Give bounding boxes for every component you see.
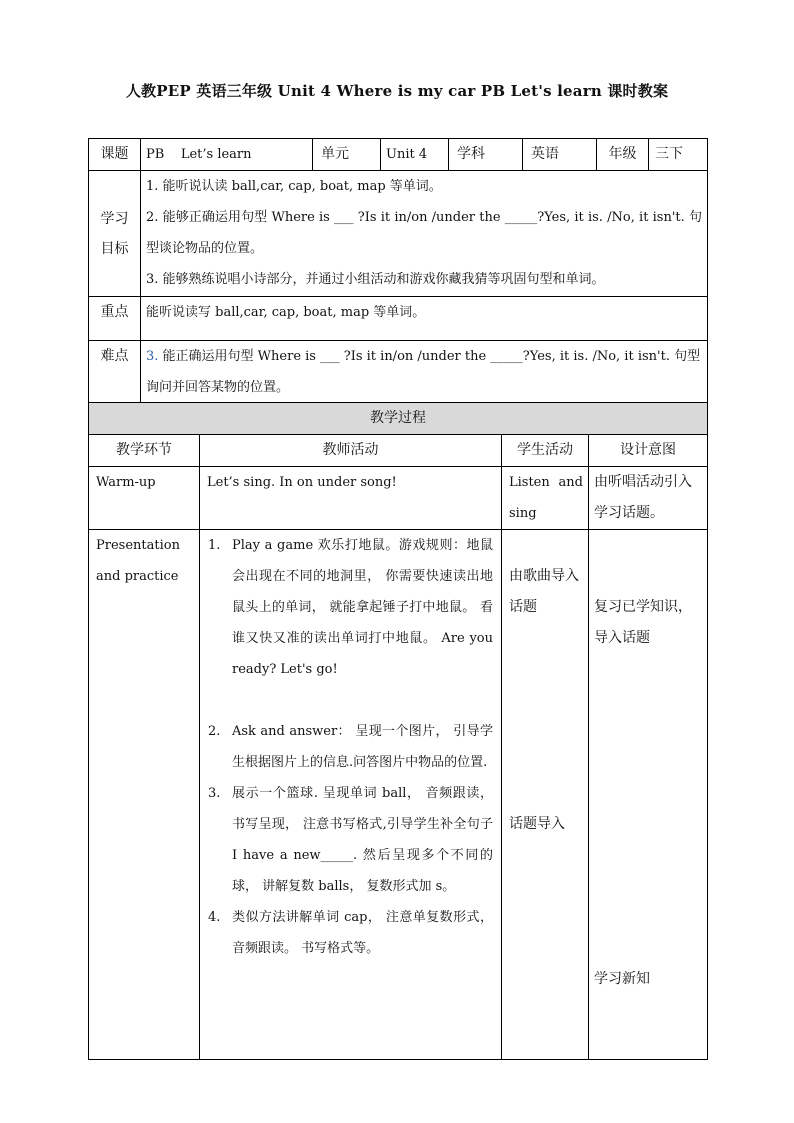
- key-points-text: 能听说读写 ball,car, cap, boat, map 等单词。: [141, 297, 708, 341]
- page-title: 人教PEP 英语三年级 Unit 4 Where is my car PB Let's learn 课时教案: [125, 82, 669, 100]
- objective-item: 1. 能听说认读 ball,car, cap, boat, map 等单词。: [146, 179, 442, 194]
- warmup-stage: Warm-up: [89, 467, 200, 530]
- presentation-student: [502, 530, 589, 1060]
- step-number: 2.: [208, 724, 221, 739]
- unit-value: Unit 4: [381, 139, 449, 171]
- intent-2: 学习新知: [594, 971, 650, 987]
- column-header-intent: 设计意图: [589, 435, 708, 467]
- column-header-teacher: 教师活动: [200, 435, 502, 467]
- presentation-intent: [589, 530, 708, 1060]
- intent-1: 复习已学知识，导入话题: [594, 599, 692, 646]
- difficulties-number: 3.: [146, 349, 159, 364]
- warmup-intent: 由听唱活动引入学习话题。: [589, 467, 708, 530]
- step-number: 4.: [208, 910, 221, 925]
- step-text: Ask and answer： 呈现一个图片， 引导学生根据图片上的信息.问答图片中物品的位置.: [232, 724, 493, 770]
- objectives-label: [89, 171, 141, 297]
- list-item: [206, 530, 493, 685]
- table-row: [89, 530, 708, 1060]
- objectives-cell: [141, 171, 708, 297]
- unit-label: 单元: [313, 139, 381, 171]
- list-item: [206, 902, 493, 964]
- topic-label: 课题: [89, 139, 141, 171]
- difficulties-cell: [141, 341, 708, 404]
- warmup-teacher: Let’s sing. In on under song!: [200, 467, 502, 530]
- grade-value: 三下: [649, 139, 708, 171]
- step-number: 1.: [208, 538, 221, 553]
- process-heading: 教学过程: [89, 403, 708, 435]
- grade-label: 年级: [597, 139, 649, 171]
- lesson-info-table: [88, 138, 708, 404]
- warmup-student: Listen and sing: [502, 467, 589, 530]
- table-row: [89, 467, 708, 530]
- student-activity-2: 话题导入: [509, 816, 565, 832]
- subject-value: 英语: [523, 139, 597, 171]
- list-item: [206, 778, 493, 902]
- presentation-teacher: [200, 530, 502, 1060]
- step-text: 展示一个篮球. 呈现单词 ball， 音频跟读， 书写呈现， 注意书写格式,引导学生补全句子 I have a new_____. 然后呈现多个不同的球， 讲解复数 balls， 复数形式加 s。: [232, 786, 493, 894]
- column-header-stage: 教学环节: [89, 435, 200, 467]
- objective-item: 2. 能够正确运用句型 Where is ___ ?Is it in/on /under the _____?Yes, it is. /No, it isn't. 句型谈论物品的位置。: [146, 210, 702, 256]
- step-text: Play a game 欢乐打地鼠。游戏规则：地鼠会出现在不同的地洞里， 你需要快速读出地鼠头上的单词， 就能拿起锤子打中地鼠。 看谁又快又准的读出单词打中地鼠。 Are you ready? Let's go!: [232, 538, 493, 677]
- step-text: 类似方法讲解单词 cap， 注意单复数形式， 音频跟读。 书写格式等。: [232, 910, 493, 956]
- student-activity-1: 由歌曲导入话题: [509, 568, 579, 615]
- objectives-label-text: 学习目标: [100, 210, 129, 257]
- key-points-label: 重点: [89, 297, 141, 341]
- column-header-student: 学生活动: [502, 435, 589, 467]
- objective-item: 3. 能够熟练说唱小诗部分，并通过小组活动和游戏你藏我猜等巩固句型和单词。: [146, 272, 605, 287]
- topic-value: PB Let’s learn: [141, 139, 313, 171]
- presentation-stage: Presentation and practice: [89, 530, 200, 1060]
- difficulties-label: 难点: [89, 341, 141, 404]
- step-number: 3.: [208, 786, 221, 801]
- subject-label: 学科: [449, 139, 523, 171]
- difficulties-text: 能正确运用句型 Where is ___ ?Is it in/on /under the _____?Yes, it is. /No, it isn't. 句型询问并回答某物的位置。: [146, 349, 701, 395]
- teacher-steps-list: [206, 530, 493, 964]
- list-item: [206, 716, 493, 778]
- process-table: [88, 402, 708, 1060]
